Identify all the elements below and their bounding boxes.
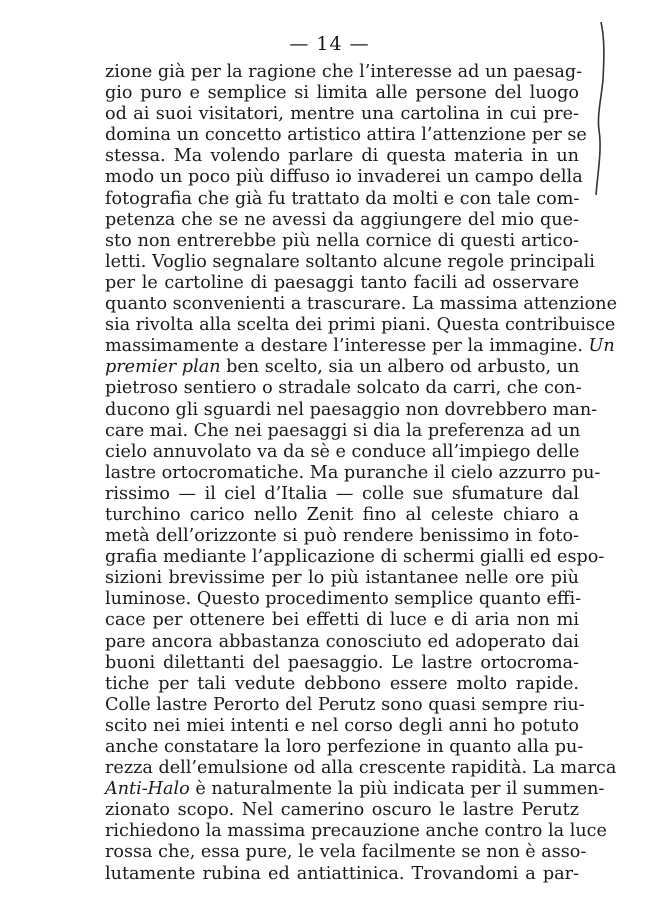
text-line (105, 800, 579, 821)
page-edge-mark (595, 20, 615, 240)
text-line (105, 462, 601, 484)
line-text: metà dell’orizzonte si può rendere benissimo in foto- (105, 526, 579, 547)
text-line (105, 231, 579, 252)
text-line (105, 758, 617, 779)
text-line (105, 568, 579, 589)
line-text: turchino carico nello Zenit fino al celeste chiaro a (105, 504, 579, 525)
italic-text: Un (588, 336, 615, 357)
line-text: stessa. Ma volendo parlare di questa materia in un (105, 146, 579, 167)
line-text: pare ancora abbastanza conosciuto ed adoperato dai (105, 631, 579, 652)
line-text: od ai suoi visitatori, mentre una cartolina in cui pre- (105, 104, 579, 125)
text-line (105, 294, 617, 315)
text-line (105, 653, 579, 674)
text-line (105, 251, 595, 273)
text-line (105, 526, 579, 547)
text-line (105, 357, 579, 378)
line-text: è naturalmente la più indicata per il summen- (195, 779, 605, 800)
line-text: massimamente a destare l’interesse per la immagine. (105, 336, 583, 357)
line-text: gio puro e semplice si limita alle persone del luogo (105, 83, 579, 104)
text-line (105, 399, 598, 421)
line-text: tiche per tali vedute debbono essere molto rapide. (105, 673, 579, 694)
line-text: pietroso sentiero o stradale solcato da carri, che con- (105, 378, 582, 399)
page-number: — 14 — (289, 33, 370, 55)
line-text: cielo annuvolato va da sè e conduce all’impiego delle (105, 441, 580, 462)
text-line (105, 83, 579, 104)
line-text: Colle lastre Perorto del Perutz sono quasi sempre riu- (105, 694, 585, 715)
text-line (105, 378, 582, 399)
line-text: zionato scopo. Nel camerino oscuro le lastre Perutz (105, 800, 579, 821)
line-text: ducono gli sguardi nel paesaggio non dovrebbero man- (105, 399, 598, 420)
text-line (105, 167, 583, 188)
text-line (105, 315, 616, 336)
text-line (105, 547, 605, 568)
text-line (105, 189, 579, 210)
text-line (105, 104, 579, 125)
text-line (105, 716, 579, 737)
line-text: sto non entrerebbe più nella cornice di questi artico- (105, 230, 579, 251)
line-text: care mai. Che nei paesaggi si dia la preferenza ad un (105, 420, 581, 441)
text-line (105, 336, 615, 357)
text-line (105, 632, 579, 653)
text-line (105, 484, 579, 505)
line-text: cace per ottenere bei effetti di luce e di aria non mi (105, 610, 579, 631)
line-text: rissimo — il ciel d’Italia — colle sue sfumature dal (105, 483, 579, 504)
line-text: buoni dilettanti del paesaggio. Le lastre ortocroma- (105, 652, 579, 673)
text-line (105, 125, 587, 146)
line-text: modo un poco più diffuso io invaderei un campo della (105, 167, 583, 188)
text-line (105, 674, 579, 695)
text-line (105, 821, 607, 842)
line-text: letti. Voglio segnalare soltanto alcune regole principali (105, 251, 595, 272)
line-text: grafia mediante l’applicazione di schermi gialli ed espo- (105, 547, 605, 568)
text-line (105, 421, 579, 442)
line-text: quanto sconvenienti a trascurare. La massima attenzione (105, 294, 617, 315)
text-line (105, 864, 579, 885)
line-text: luminose. Questo procedimento semplice quanto effi- (105, 589, 582, 610)
text-line (105, 62, 583, 83)
text-line (105, 779, 605, 800)
body-text (105, 62, 617, 885)
line-text: ben scelto, sia un albero od arbusto, un (226, 357, 580, 378)
line-text: petenza che se ne avessi da aggiungere del mio que- (105, 209, 579, 230)
line-text: fotografia che già fu trattato da molti e con tale com- (105, 188, 580, 209)
line-text: rossa che, essa pure, le vela facilmente se non è asso- (105, 842, 587, 863)
text-line (105, 610, 579, 631)
line-text: per le cartoline di paesaggi tanto facili ad osservare (105, 272, 579, 293)
italic-text: premier plan (105, 357, 221, 378)
text-line (105, 442, 579, 463)
line-text: sia rivolta alla scelta dei primi piani. Questa contribuisce (105, 315, 616, 336)
text-line (105, 210, 579, 231)
italic-text: Anti-Halo (105, 779, 190, 800)
line-text: rezza dell’emulsione od alla crescente rapidità. La marca (105, 758, 617, 779)
text-line (105, 694, 585, 716)
line-text: sizioni brevissime per lo più istantanee nelle ore più (105, 568, 579, 589)
text-line (105, 146, 579, 167)
text-line (105, 273, 579, 294)
line-text: lastre ortocromatiche. Ma puranche il cielo azzurro pu- (105, 462, 601, 483)
text-line (105, 842, 587, 863)
line-text: zione già per la ragione che l’interesse ad un paesag- (105, 62, 583, 82)
line-text: lutamente rubina ed antiattinica. Trovandomi a par- (105, 863, 579, 884)
line-text: domina un concetto artistico attira l’attenzione per se (105, 125, 587, 146)
text-line (105, 589, 582, 610)
line-text: richiedono la massima precauzione anche contro la luce (105, 821, 607, 842)
text-line (105, 737, 584, 758)
line-text: scito nei miei intenti e nel corso degli anni ho potuto (105, 715, 579, 736)
line-text: anche constatare la loro perfezione in quanto alla pu- (105, 737, 584, 757)
text-line (105, 505, 579, 526)
